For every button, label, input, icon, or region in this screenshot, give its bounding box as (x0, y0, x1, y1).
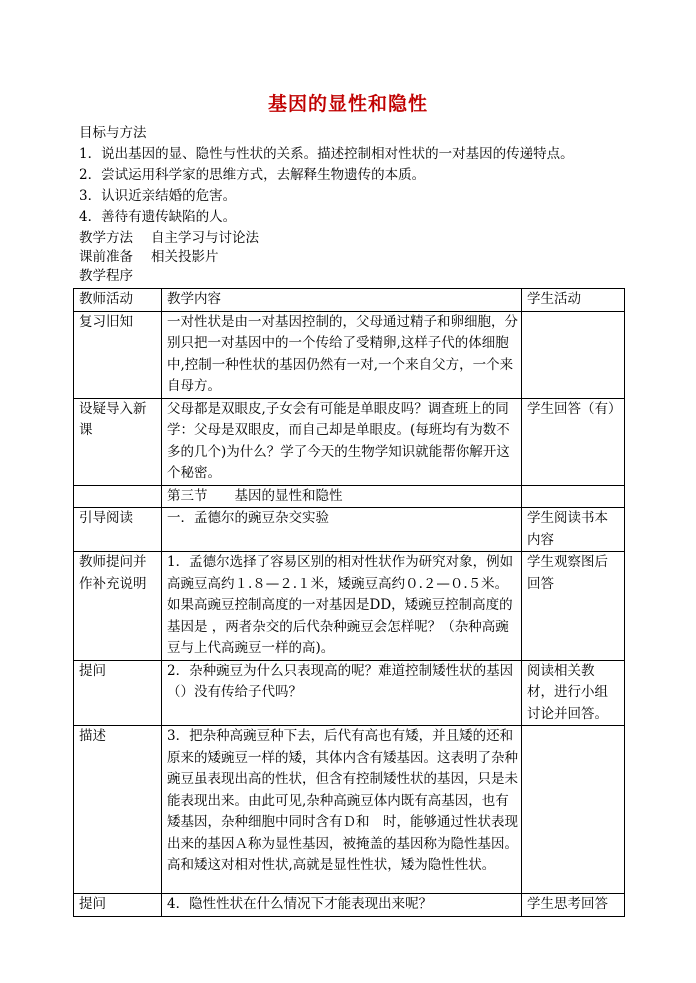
cell-section-title: 第三节 基因的显性和隐性 (162, 485, 522, 508)
cell-teacher-activity: 设疑导入新课 (74, 398, 162, 485)
cell-student-activity (522, 311, 625, 398)
teaching-method-label: 教学方法 (79, 230, 133, 246)
cell-teacher-activity: 教师提问并作补充说明 (74, 552, 162, 661)
goal-item-4: 4．善待有遗传缺陷的人。 (79, 209, 237, 225)
lesson-table (73, 288, 625, 917)
table-row (74, 660, 625, 726)
cell-student-activity: 阅读相关教材，进行小组讨论并回答。 (522, 660, 625, 726)
cell-student-activity: 学生观察图后回答 (522, 552, 625, 661)
cell-teacher-activity (74, 485, 162, 508)
class-preparation-value: 相关投影片 (151, 249, 219, 265)
class-preparation-label: 课前准备 (79, 249, 133, 265)
page-title: 基因的显性和隐性 (267, 93, 428, 115)
teaching-method-value: 自主学习与讨论法 (151, 230, 259, 246)
cell-teacher-activity: 提问 (74, 660, 162, 726)
cell-teacher-activity: 引导阅读 (74, 508, 162, 552)
goal-item-3: 3．认识近亲结婚的危害。 (79, 188, 237, 204)
cell-teacher-activity: 描述 (74, 726, 162, 894)
cell-teaching-content: 3．把杂种高豌豆种下去，后代有高也有矮，并且矮的还和原来的矮豌豆一样的矮，其体内含有矮基因。这表明了杂种豌豆虽表现出高的性状，但含有控制矮性状的基因，只是未能表现出来。由此可见,杂种高豌豆体内既有高基因，也有矮基因，杂种细胞中同时含有Ｄ和 时，能够通过性状表现出来的基因Ａ称为显性基因，被掩盖的基因称为隐性基因。高和矮这对相对性状,高就是显性性状，矮为隐性性状。 (162, 726, 522, 894)
header-teaching-content: 教学内容 (162, 289, 522, 312)
table-row (74, 398, 625, 485)
teaching-method (79, 228, 259, 248)
cell-teaching-content: 一．孟德尔的豌豆杂交实验 (162, 508, 522, 552)
cell-teacher-activity: 提问 (74, 894, 162, 917)
cell-teaching-content: 2．杂种豌豆为什么只表现高的呢？难道控制矮性状的基因（）没有传给子代吗？ (162, 660, 522, 726)
table-row (74, 508, 625, 552)
header-student-activity: 学生活动 (522, 289, 625, 312)
table-row (74, 552, 625, 661)
cell-teaching-content: 父母都是双眼皮,子女会有可能是单眼皮吗？调查班上的同学：父母是双眼皮，而自己却是单眼皮。(每班均有为数不多的几个)为什么？学了今天的生物学知识就能帮你解开这个秘密。 (162, 398, 522, 485)
cell-teacher-activity: 复习旧知 (74, 311, 162, 398)
goal-item-1: 1．说出基因的显、隐性与性状的关系。描述控制相对性状的一对基因的传递特点。 (79, 146, 574, 162)
class-preparation (79, 247, 219, 267)
cell-teaching-content: 一对性状是由一对基因控制的，父母通过精子和卵细胞，分别只把一对基因中的一个传给了受精卵,这样子代的体细胞中,控制一种性状的基因仍然有一对,一个来自父方，一个来自母方。 (162, 311, 522, 398)
cell-student-activity: 学生阅读书本内容 (522, 508, 625, 552)
table-row (74, 726, 625, 894)
goal-item-2: 2．尝试运用科学家的思维方式，去解释生物遗传的本质。 (79, 167, 426, 183)
table-row (74, 485, 625, 508)
goals-heading: 目标与方法 (79, 125, 147, 141)
cell-student-activity: 学生回答（有） (522, 398, 625, 485)
header-teacher-activity: 教师活动 (74, 289, 162, 312)
table-row (74, 894, 625, 917)
cell-teaching-content: 4．隐性性状在什么情况下才能表现出来呢？ (162, 894, 522, 917)
table-row (74, 311, 625, 398)
procedure-heading: 教学程序 (79, 268, 133, 284)
cell-student-activity (522, 485, 625, 508)
cell-student-activity: 学生思考回答 (522, 894, 625, 917)
cell-student-activity (522, 726, 625, 894)
table-header-row (74, 289, 625, 312)
cell-teaching-content: 1．孟德尔选择了容易区别的相对性状作为研究对象，例如高豌豆高约１.８—２.１米，矮豌豆高约０.２—０.５米。如果高豌豆控制高度的一对基因是DD，矮豌豆控制高度的基因是 ，两者杂交的后代杂种豌豆会怎样呢？（杂种高豌豆与上代高豌豆一样的高)。 (162, 552, 522, 661)
